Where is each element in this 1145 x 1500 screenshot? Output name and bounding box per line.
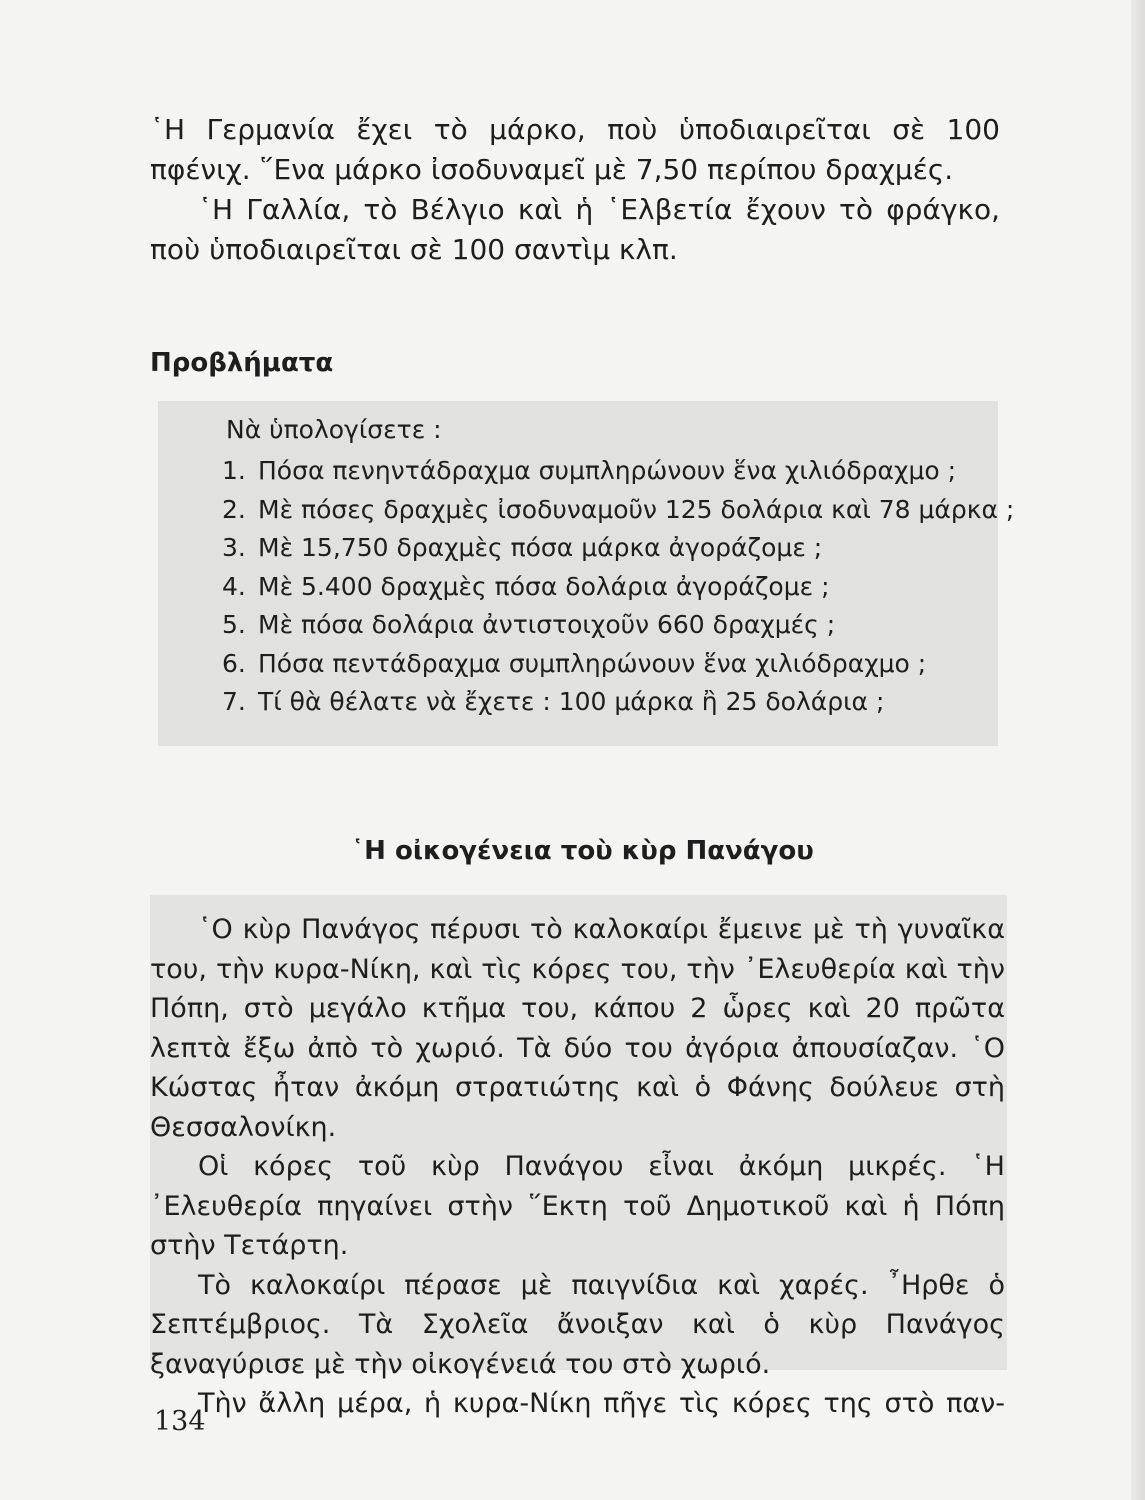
problem-item — [222, 491, 1015, 530]
intro-paragraph-currency-germany: ῾Η Γερμανία ἔχει τὸ μάρκο, ποὺ ὑποδιαιρεῖται σὲ 100 πφένιχ. ῞Ενα μάρκο ἰσοδυναμεῖ μὲ 7,50 περίπου δραχμές. — [150, 113, 1000, 186]
problem-item — [222, 529, 982, 568]
problem-text: Πόσα πενηντάδραχμα συμπληρώνουν ἕνα χιλιόδραχμο ; — [258, 456, 957, 485]
problems-heading: Προβλήματα — [150, 348, 334, 378]
problems-list — [222, 452, 1015, 722]
problem-number: 7. — [222, 687, 246, 716]
problem-item — [222, 683, 982, 722]
problem-text: Μὲ πόσες δραχμὲς ἰσοδυναμοῦν 125 δολάρια καὶ 78 μάρκα ; — [258, 494, 1015, 524]
problem-number: 3. — [222, 533, 246, 562]
problem-text: Τί θὰ θέλατε νὰ ἔχετε : 100 μάρκα ἢ 25 δολάρια ; — [258, 687, 885, 716]
problem-number: 5. — [222, 610, 246, 639]
page-edge — [1131, 0, 1145, 1500]
problem-number: 1. — [222, 456, 246, 485]
story-paragraph: Οἱ κόρες τοῦ κὺρ Πανάγου εἶναι ἀκόμη μικρές. ῾Η ᾿Ελευθερία πηγαίνει στὴν ῞Εκτη τοῦ Δημοτικοῦ καὶ ἡ Πόπη στὴν Τετάρτη. — [150, 1151, 1005, 1261]
problem-text: Μὲ 15,750 δραχμὲς πόσα μάρκα ἀγοράζομε ; — [258, 533, 823, 562]
problems-instruction: Νὰ ὑπολογίσετε : — [226, 415, 442, 444]
problem-text: Μὲ 5.400 δραχμὲς πόσα δολάρια ἀγοράζομε ; — [258, 571, 830, 601]
story-text — [150, 910, 1005, 1424]
intro-paragraph-currency-france: ῾Η Γαλλία, τὸ Βέλγιο καὶ ἡ ῾Ελβετία ἔχουν τὸ φράγκο, ποὺ ὑποδιαιρεῖται σὲ 100 σαντὶμ κλπ. — [150, 193, 1000, 266]
story-paragraph: ῾Ο κὺρ Πανάγος πέρυσι τὸ καλοκαίρι ἔμεινε μὲ τὴ γυναῖκα του, τὴν κυρα-Νίκη, καὶ τὶς κόρες του, τὴν ᾿Ελευθερία καὶ τὴν Πόπη, στὸ μεγάλο κτῆμα του, κάπου 2 ὧρες καὶ 20 πρῶτα λεπτὰ ἔξω ἀπὸ τὸ χωριό. Τὰ δύο του ἀγόρια ἀπουσίαζαν. ῾Ο Κώστας ἦταν ἀκόμη στρατιώτης καὶ ὁ Φάνης δούλευε στὴ Θεσσαλονίκη. — [150, 914, 1005, 1143]
problem-number: 6. — [222, 648, 246, 678]
problem-item — [222, 606, 982, 645]
problem-item — [222, 645, 982, 684]
problem-text: Μὲ πόσα δολάρια ἀντιστοιχοῦν 660 δραχμές ; — [258, 610, 836, 639]
problem-item — [222, 452, 982, 491]
story-paragraph: Τὴν ἄλλη μέρα, ἡ κυρα-Νίκη πῆγε τὶς κόρες της στὸ παν- — [198, 1388, 1005, 1419]
problem-text: Πόσα πεντάδραχμα συμπληρώνουν ἕνα χιλιόδραχμο ; — [258, 648, 927, 678]
problem-item — [222, 568, 982, 607]
story-paragraph: Τὸ καλοκαίρι πέρασε μὲ παιγνίδια καὶ χαρές. ῏Ηρθε ὁ Σεπτέμβριος. Τὰ Σχολεῖα ἄνοιξαν καὶ ὁ κὺρ Πανάγος ξαναγύρισε μὲ τὴν οἰκογένειά του στὸ χωριό. — [150, 1269, 1005, 1380]
intro-text — [150, 110, 1000, 270]
page-number: 134 — [154, 1406, 206, 1437]
story-heading: ῾Η οἰκογένεια τοὺ κὺρ Πανάγου — [351, 836, 814, 866]
problem-number: 2. — [222, 494, 246, 524]
problem-number: 4. — [222, 571, 246, 601]
